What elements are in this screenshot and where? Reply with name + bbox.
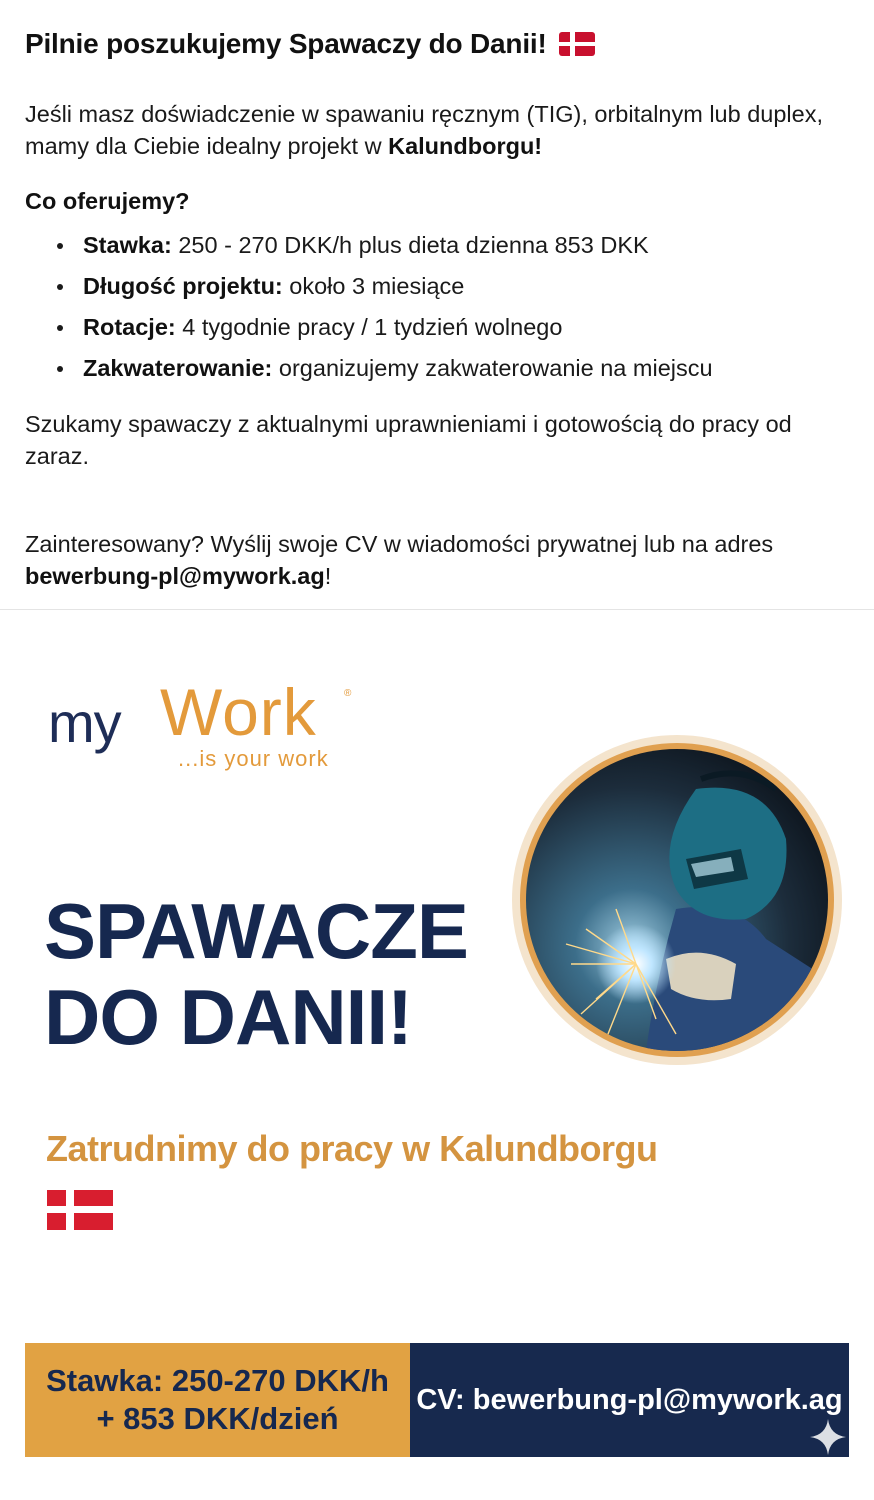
offer-text: organizujemy zakwaterowanie na miejscu: [272, 355, 713, 381]
logo-registered-mark: ®: [344, 688, 352, 699]
logo-my: my: [48, 691, 121, 754]
offer-text: 4 tygodnie pracy / 1 tydzień wolnego: [175, 314, 563, 340]
offer-label: Zakwaterowanie:: [83, 355, 273, 381]
offer-text: około 3 miesiące: [282, 273, 465, 299]
contact-prefix: Zainteresowany? Wyślij swoje CV w wiadomości prywatnej lub na adres: [25, 531, 774, 557]
ad-subheadline: Zatrudnimy do pracy w Kalundborgu: [46, 1128, 658, 1169]
logo-work: Work: [160, 675, 317, 749]
contact-email-link[interactable]: bewerbung-pl@mywork.ag: [25, 563, 325, 589]
contact-suffix: !: [324, 563, 332, 589]
job-ad-image[interactable]: [0, 610, 874, 1500]
welder-photo-frame: [512, 735, 842, 1065]
intro-paragraph: [25, 98, 845, 162]
ad-info-banner: [25, 1343, 849, 1457]
post-title: [25, 28, 595, 60]
welder-illustration: [526, 749, 828, 1051]
rate-line-1: Stawka: 250-270 DKK/h: [46, 1363, 389, 1398]
offer-label: Rotacje:: [83, 314, 176, 340]
logo-tagline: ...is your work: [178, 746, 329, 771]
rate-line-2: + 853 DKK/dzień: [96, 1401, 339, 1436]
offer-heading: Co oferujemy?: [25, 188, 190, 214]
offer-item-accommodation: [25, 351, 713, 392]
welder-photo: [526, 749, 828, 1051]
cv-email-text: CV: bewerbung-pl@mywork.ag: [416, 1383, 843, 1416]
intro-location: Kalundborgu!: [388, 133, 543, 159]
rate-box: [25, 1343, 410, 1457]
headline-line-1: SPAWACZE: [44, 887, 468, 975]
offer-text: 250 - 270 DKK/h plus dieta dzienna 853 DKK: [171, 232, 649, 258]
seeking-paragraph: Szukamy spawaczy z aktualnymi uprawnieniami i gotowością do pracy od zaraz.: [25, 411, 792, 469]
offer-label: Długość projektu:: [83, 273, 283, 299]
offer-label: Stawka:: [83, 232, 172, 258]
denmark-flag-icon: [559, 32, 595, 56]
contact-paragraph: [25, 528, 845, 592]
post-title-text: Pilnie poszukujemy Spawaczy do Danii!: [25, 28, 547, 59]
post-text: [0, 0, 874, 610]
intro-text: Jeśli masz doświadczenie w spawaniu ręcznym (TIG), orbitalnym lub duplex, mamy dla Ciebie idealny projekt w: [25, 101, 824, 159]
sparkle-icon: [808, 1417, 848, 1457]
offer-item-rotation: [25, 310, 713, 351]
offer-item-duration: [25, 269, 713, 310]
offer-list: [25, 228, 713, 392]
denmark-flag-icon: [47, 1190, 113, 1230]
offer-item-rate: [25, 228, 713, 269]
cv-box: [410, 1343, 849, 1457]
headline-line-2: DO DANII!: [44, 973, 412, 1061]
ad-headline: [44, 888, 468, 1060]
mywork-logo: [48, 675, 368, 780]
